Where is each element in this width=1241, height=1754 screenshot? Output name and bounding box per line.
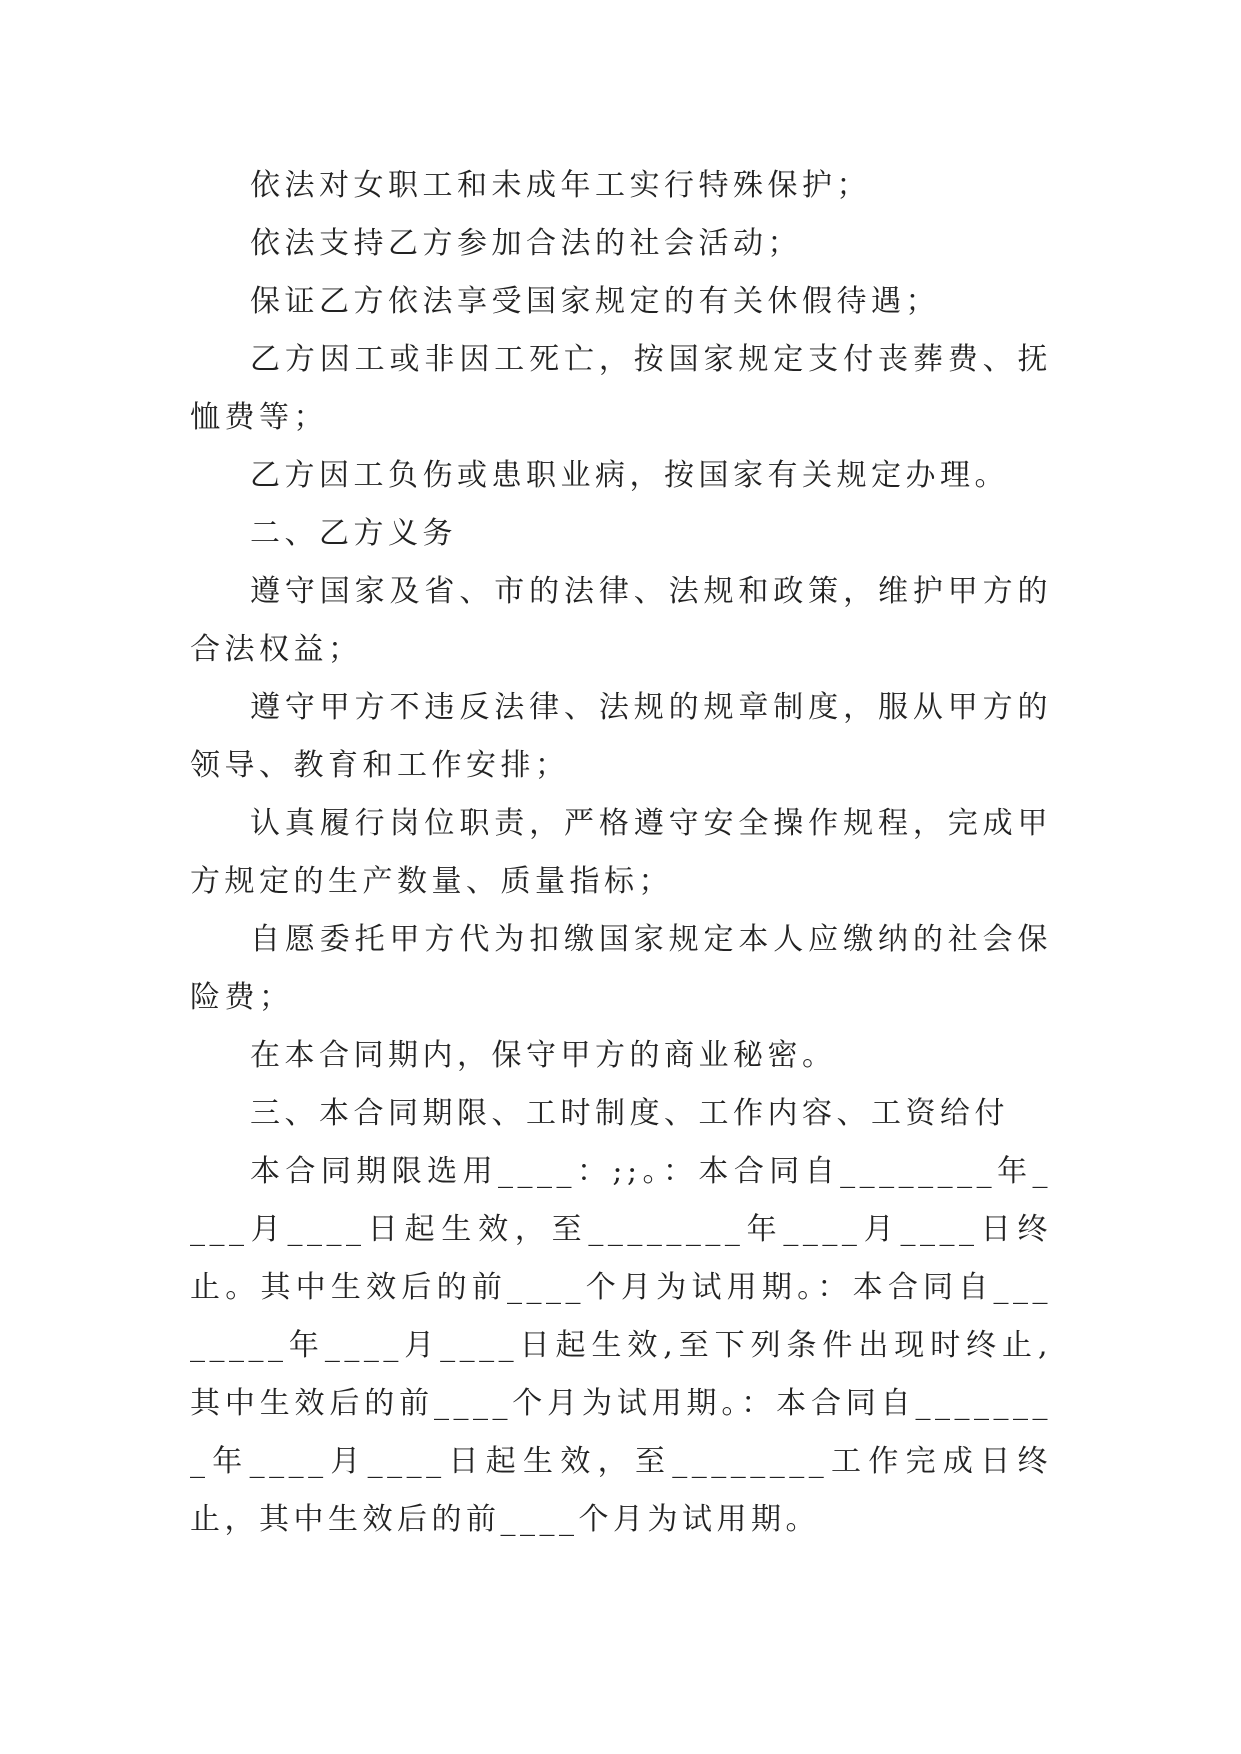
section-heading-party-b-obligations: 二、乙方义务 <box>250 516 457 551</box>
paragraph-job-duties: 认真履行岗位职责，严格遵守安全操作规程，完成甲方规定的生产数量、质量指标； <box>190 806 1052 899</box>
paragraph-obey-laws: 遵守国家及省、市的法律、法规和政策，维护甲方的合法权益； <box>190 574 1052 667</box>
paragraph-death-benefits: 乙方因工或非因工死亡，按国家规定支付丧葬费、抚恤费等； <box>190 342 1052 435</box>
section-heading-contract-term: 三、本合同期限、工时制度、工作内容、工资给付 <box>250 1096 1009 1131</box>
paragraph-trade-secrets: 在本合同期内，保守甲方的商业秘密。 <box>250 1038 837 1073</box>
paragraph-female-minor-protection: 依法对女职工和未成年工实行特殊保护； <box>250 168 871 203</box>
paragraph-contract-term-details: 本合同期限选用____：;;。：本合同自________年____月____日起生效，至________年____月____日终止。其中生效后的前____个月为试用期。：本合同自________年____月____日起生效,至下列条件出现时终止,其中生效后的前____个月为试用期。：本合同自________年____月____日起生效，至________工作完成日终止，其中生效后的前____个月为试用期。 <box>190 1154 1052 1537</box>
paragraph-social-insurance: 自愿委托甲方代为扣缴国家规定本人应缴纳的社会保险费； <box>190 922 1052 1015</box>
document-body <box>190 157 1052 1549</box>
paragraph-obey-rules: 遵守甲方不违反法律、法规的规章制度，服从甲方的领导、教育和工作安排； <box>190 690 1052 783</box>
paragraph-vacation: 保证乙方依法享受国家规定的有关休假待遇； <box>250 284 940 319</box>
paragraph-work-injury: 乙方因工负伤或患职业病，按国家有关规定办理。 <box>250 458 1009 493</box>
paragraph-social-activities: 依法支持乙方参加合法的社会活动； <box>250 226 802 261</box>
